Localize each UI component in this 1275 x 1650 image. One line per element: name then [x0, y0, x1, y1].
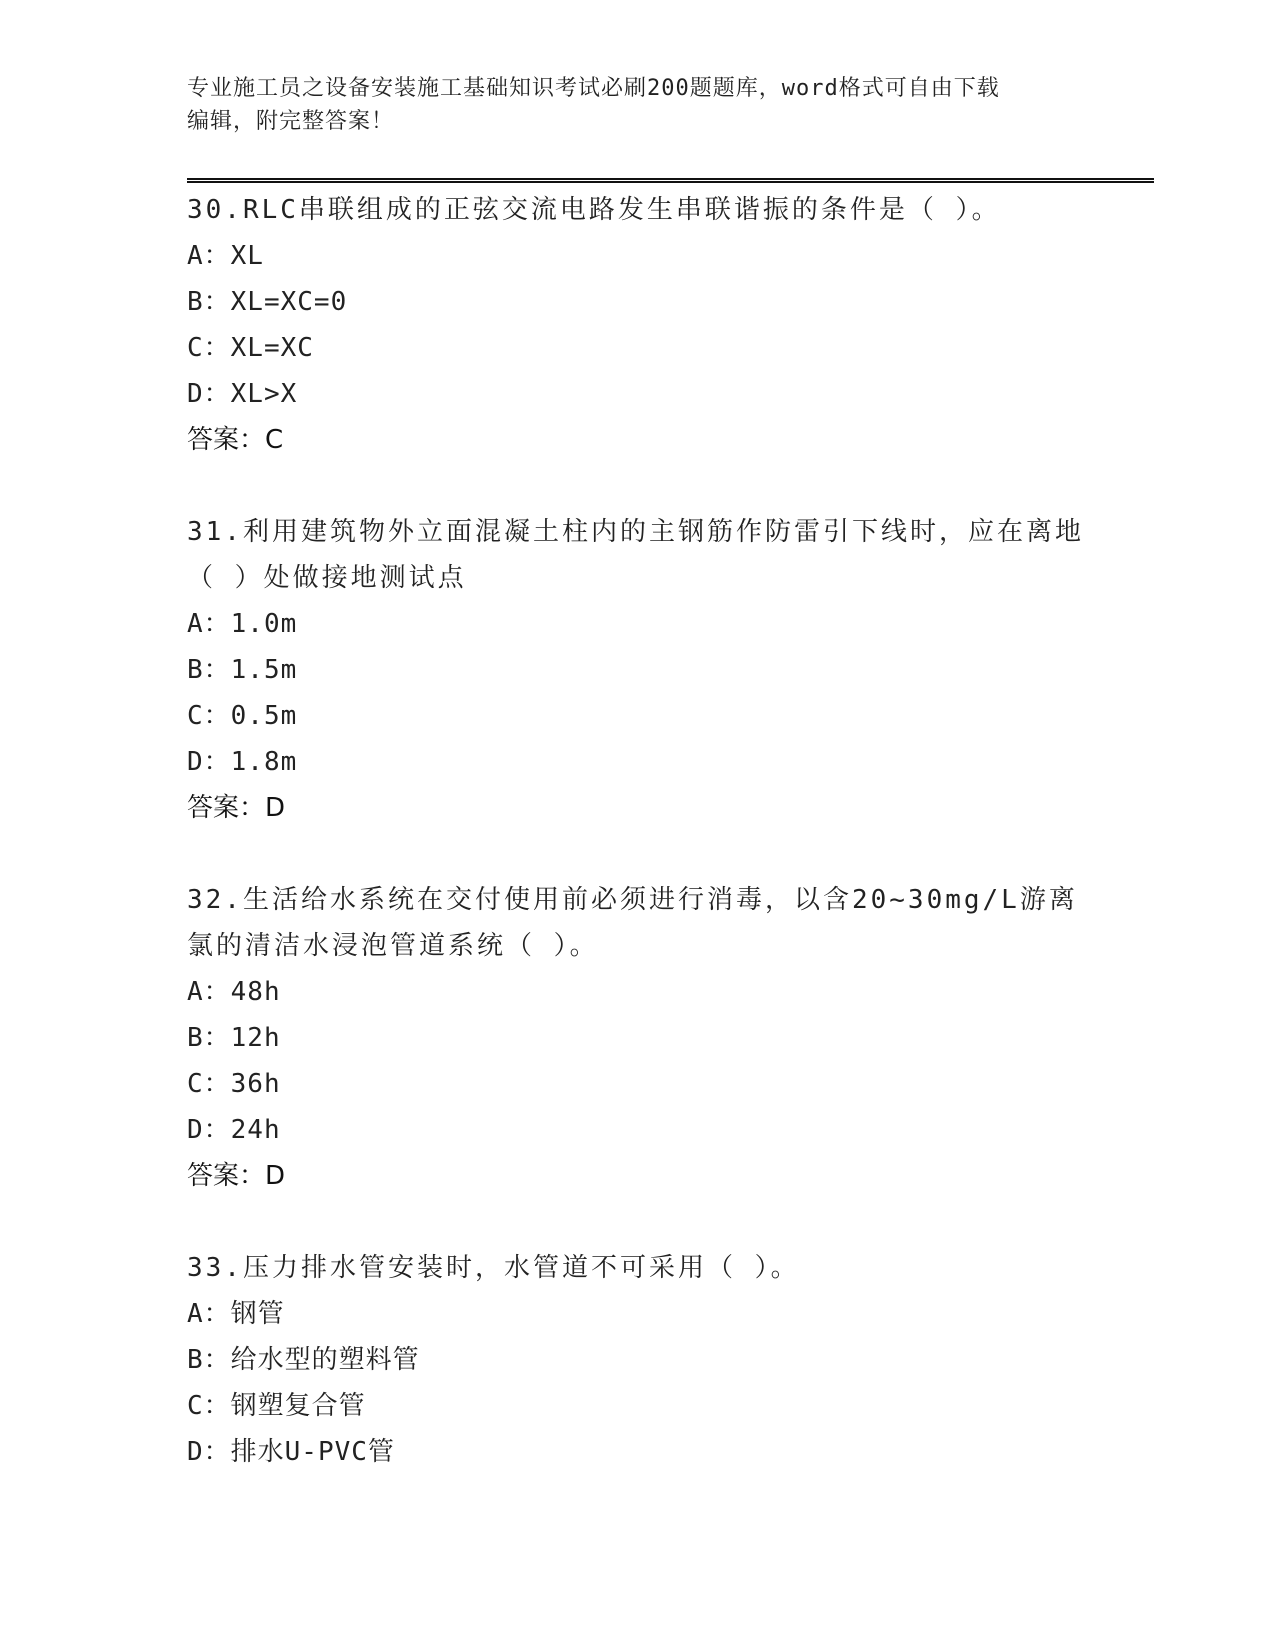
question-spacer [187, 1199, 1087, 1245]
option-c: C：XL=XC [187, 333, 314, 363]
question-stem: 31.利用建筑物外立面混凝土柱内的主钢筋作防雷引下线时，应在离地（ ）处做接地测试点 [187, 517, 1084, 593]
question-spacer [187, 463, 1087, 509]
option-a: A：XL [187, 241, 264, 271]
option-d: D：XL>X [187, 379, 298, 409]
document-header [187, 72, 1067, 138]
question-30 [187, 187, 1087, 509]
header-divider [187, 178, 1154, 183]
option-a: A：1.0m [187, 609, 298, 639]
answer: 答案：D [187, 1161, 286, 1191]
option-b: B：给水型的塑料管 [187, 1345, 420, 1375]
question-stem: 32.生活给水系统在交付使用前必须进行消毒，以含20~30mg/L游离氯的清洁水浸泡管道系统（ ）。 [187, 885, 1078, 961]
question-33 [187, 1245, 1087, 1475]
header-line-2: 编辑，附完整答案！ [187, 109, 395, 134]
question-stem: 33.压力排水管安装时，水管道不可采用（ ）。 [187, 1253, 800, 1283]
option-a: A：48h [187, 977, 281, 1007]
question-32 [187, 877, 1087, 1245]
question-spacer [187, 831, 1087, 877]
option-d: D：24h [187, 1115, 281, 1145]
header-line-1: 专业施工员之设备安装施工基础知识考试必刷200题题库，word格式可自由下载 [187, 76, 1000, 101]
option-a: A：钢管 [187, 1299, 285, 1329]
answer: 答案：D [187, 793, 286, 823]
option-c: C：36h [187, 1069, 281, 1099]
option-d: D：排水U-PVC管 [187, 1437, 395, 1467]
option-c: C：0.5m [187, 701, 298, 731]
option-b: B：XL=XC=0 [187, 287, 348, 317]
question-list [187, 187, 1087, 1475]
question-stem: 30.RLC串联组成的正弦交流电路发生串联谐振的条件是（ ）。 [187, 195, 1001, 225]
question-31 [187, 509, 1087, 877]
option-d: D：1.8m [187, 747, 298, 777]
option-b: B：12h [187, 1023, 281, 1053]
option-b: B：1.5m [187, 655, 298, 685]
option-c: C：钢塑复合管 [187, 1391, 366, 1421]
answer: 答案：C [187, 425, 284, 455]
